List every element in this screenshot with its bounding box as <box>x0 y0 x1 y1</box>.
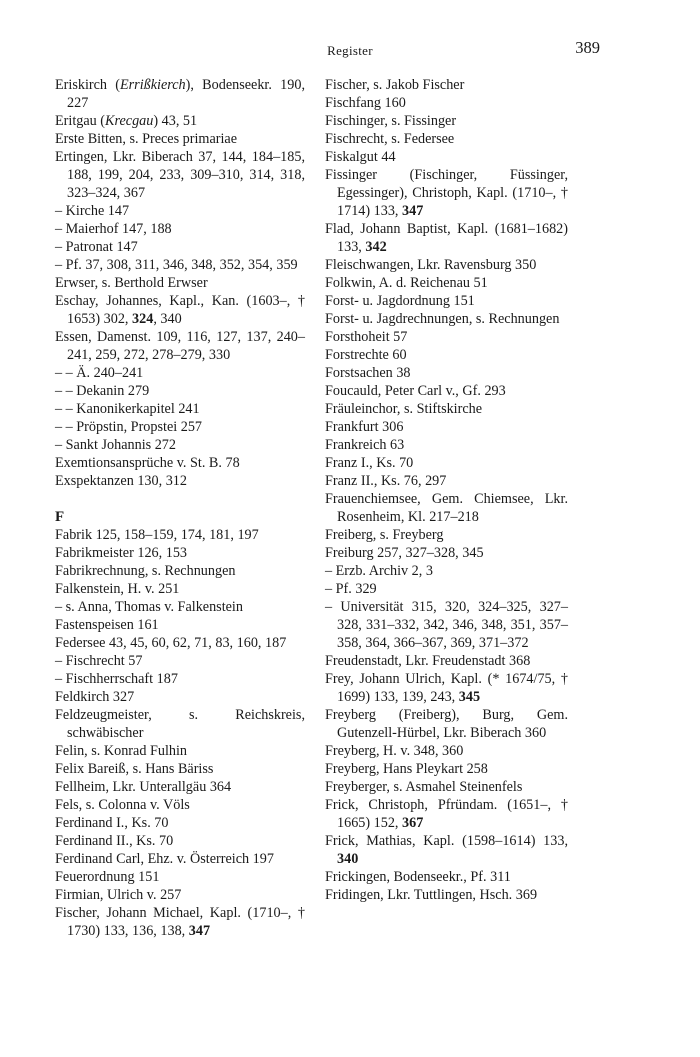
entry-text: – Erzb. Archiv 2, 3 <box>325 563 433 579</box>
index-entry <box>325 742 568 760</box>
entry-text: Felix Bareiß, s. Hans Bäriss <box>55 761 214 777</box>
index-entry <box>325 526 568 544</box>
index-entry <box>325 292 568 310</box>
entry-text: Erste Bitten, s. Preces primariae <box>55 131 238 147</box>
index-entry <box>55 562 305 580</box>
entry-text: Freyberg, H. v. 348, 360 <box>325 743 464 759</box>
index-entry <box>325 598 568 652</box>
index-entry <box>325 346 568 364</box>
index-entry <box>55 238 305 256</box>
index-entry <box>55 400 305 418</box>
index-entry <box>55 454 305 472</box>
entry-text: Fischfang 160 <box>325 95 406 111</box>
index-entry <box>325 832 568 868</box>
entry-text: – Patronat 147 <box>55 239 138 255</box>
index-column-left <box>55 76 305 940</box>
bold-page-ref: 342 <box>365 239 387 255</box>
index-entry <box>325 562 568 580</box>
index-entry <box>325 490 568 526</box>
index-entry <box>55 544 305 562</box>
index-entry <box>325 130 568 148</box>
index-entry <box>55 130 305 148</box>
index-entry <box>325 364 568 382</box>
entry-text: Federsee 43, 45, 60, 62, 71, 83, 160, 187 <box>55 635 287 651</box>
entry-text: Firmian, Ulrich v. 257 <box>55 887 182 903</box>
index-entry <box>325 868 568 886</box>
entry-text: Fabrik 125, 158–159, 174, 181, 197 <box>55 527 259 543</box>
index-entry <box>325 274 568 292</box>
entry-text: – – Kanonikerkapitel 241 <box>55 401 200 417</box>
index-entry <box>55 634 305 652</box>
index-entry <box>55 598 305 616</box>
index-entry <box>55 274 305 292</box>
entry-text: Ferdinand I., Ks. 70 <box>55 815 169 831</box>
index-entry <box>325 472 568 490</box>
entry-text: Essen, Damenst. 109, 116, 127, 137, 240–241, 259, 272, 278–279, 330 <box>55 329 305 363</box>
entry-text: Flad, Johann Baptist, Kapl. (1681–1682) 133, <box>325 221 568 255</box>
index-entry <box>325 310 568 328</box>
entry-text: Fiskalgut 44 <box>325 149 396 165</box>
entry-text: Freiberg, s. Freyberg <box>325 527 444 543</box>
entry-text: Frickingen, Bodenseekr., Pf. 311 <box>325 869 511 885</box>
entry-text: Freyberg, Hans Pleykart 258 <box>325 761 488 777</box>
index-entry <box>55 616 305 634</box>
index-entry <box>55 382 305 400</box>
index-entry <box>55 436 305 454</box>
bold-page-ref: 340 <box>337 851 359 867</box>
entry-text: Ferdinand II., Ks. 70 <box>55 833 174 849</box>
bold-page-ref: 324 <box>132 311 154 327</box>
entry-text: – Fischherrschaft 187 <box>55 671 178 687</box>
index-entry <box>325 76 568 94</box>
index-entry <box>325 778 568 796</box>
italic-variant: Krecgau <box>105 113 154 129</box>
bold-page-ref: 345 <box>458 689 481 705</box>
entry-text: Fellheim, Lkr. Unterallgäu 364 <box>55 779 232 795</box>
entry-text: Franz II., Ks. 76, 297 <box>325 473 447 489</box>
entry-text: Fischrecht, s. Federsee <box>325 131 455 147</box>
index-entry <box>55 76 305 112</box>
index-entry <box>325 544 568 562</box>
index-entry <box>325 796 568 832</box>
entry-text: Eschay, Johannes, Kapl., Kan. (1603–, † 1653) 302, <box>55 293 305 327</box>
index-entry <box>55 886 305 904</box>
entry-text: Frauenchiemsee, Gem. Chiemsee, Lkr. Rosenheim, Kl. 217–218 <box>325 491 568 525</box>
index-entry <box>325 706 568 742</box>
entry-text: Forst- u. Jagdordnung 151 <box>325 293 475 309</box>
index-entry <box>325 328 568 346</box>
index-entry <box>55 778 305 796</box>
index-entry <box>325 400 568 418</box>
italic-variant: Errißkierch <box>119 77 186 93</box>
index-entry <box>325 382 568 400</box>
entry-text: Eriskirch ( <box>55 77 120 93</box>
running-header: Register <box>327 43 373 58</box>
index-entry <box>55 220 305 238</box>
entry-text: Fischer, s. Jakob Fischer <box>325 77 465 93</box>
entry-text: – Pf. 329 <box>325 581 377 597</box>
entry-text: Feuerordnung 151 <box>55 869 160 885</box>
index-entry <box>55 796 305 814</box>
entry-text: Feldkirch 327 <box>55 689 135 705</box>
index-entry <box>55 580 305 598</box>
index-entry <box>325 454 568 472</box>
entry-text: Erwser, s. Berthold Erwser <box>55 275 208 291</box>
entry-text: Frankfurt 306 <box>325 419 404 435</box>
index-entry <box>55 364 305 382</box>
entry-text: ) 43, 51 <box>153 113 198 129</box>
entry-text: Franz I., Ks. 70 <box>325 455 414 471</box>
entry-text: Ertingen, Lkr. Biberach 37, 144, 184–185, 188, 199, 204, 233, 309–310, 314, 318, 323–324, 367 <box>55 149 305 201</box>
index-entry <box>325 112 568 130</box>
index-entry <box>325 148 568 166</box>
entry-text: Fels, s. Colonna v. Völs <box>55 797 190 813</box>
index-entry <box>55 526 305 544</box>
entry-text: Forstsachen 38 <box>325 365 411 381</box>
entry-text: Falkenstein, H. v. 251 <box>55 581 180 597</box>
index-entry <box>325 580 568 598</box>
index-entry <box>55 760 305 778</box>
index-entry <box>55 688 305 706</box>
entry-text: Fissinger (Fischinger, Füssinger, Egessinger), Christoph, Kapl. (1710–, † 1714) 133, <box>325 167 568 219</box>
entry-text: Fabrikmeister 126, 153 <box>55 545 188 561</box>
index-entry <box>325 652 568 670</box>
entry-text: Folkwin, A. d. Reichenau 51 <box>325 275 488 291</box>
entry-text: Fridingen, Lkr. Tuttlingen, Hsch. 369 <box>325 887 538 903</box>
entry-text: ), Bodenseekr. 190, 227 <box>67 77 305 111</box>
entry-text: – – Dekanin 279 <box>55 383 150 399</box>
entry-text: Frick, Christoph, Pfründam. (1651–, † 1665) 152, <box>325 797 568 831</box>
entry-text: Forstrechte 60 <box>325 347 407 363</box>
entry-text: Exspektanzen 130, 312 <box>55 473 187 489</box>
section-letter: F <box>55 509 65 525</box>
entry-text: Frankreich 63 <box>325 437 405 453</box>
entry-text: Eritgau ( <box>55 113 106 129</box>
entry-text: – Universität 315, 320, 324–325, 327–328, 331–332, 342, 346, 348, 351, 357–358, 364, 366–367, 369, 371–372 <box>325 599 568 651</box>
entry-text: – – Pröpstin, Propstei 257 <box>55 419 203 435</box>
entry-text: Freyberger, s. Asmahel Steinenfels <box>325 779 523 795</box>
index-entry <box>325 670 568 706</box>
entry-text: Frey, Johann Ulrich, Kapl. (* 1674/75, † 1699) 133, 139, 243, <box>325 671 568 705</box>
entry-text: Felin, s. Konrad Fulhin <box>55 743 188 759</box>
entry-text: Fabrikrechnung, s. Rechnungen <box>55 563 236 579</box>
entry-text: Forst- u. Jagdrechnungen, s. Rechnungen <box>325 311 560 327</box>
entry-text: Freyberg (Freiberg), Burg, Gem. Gutenzell-Hürbel, Lkr. Biberach 360 <box>325 707 568 741</box>
entry-text: Foucauld, Peter Carl v., Gf. 293 <box>325 383 506 399</box>
page-number: 389 <box>575 38 600 57</box>
index-entry <box>325 418 568 436</box>
index-entry <box>55 814 305 832</box>
bold-page-ref: 347 <box>402 203 424 219</box>
index-column-right <box>325 76 568 904</box>
index-entry <box>55 832 305 850</box>
entry-text: Exemtionsansprüche v. St. B. 78 <box>55 455 240 471</box>
index-entry <box>55 328 305 364</box>
entry-text: – Maierhof 147, 188 <box>55 221 172 237</box>
index-entry <box>55 202 305 220</box>
index-entry <box>325 436 568 454</box>
index-entry <box>55 706 305 742</box>
entry-text: Fräuleinchor, s. Stiftskirche <box>325 401 483 417</box>
bold-page-ref: 347 <box>188 923 211 939</box>
entry-text: Ferdinand Carl, Ehz. v. Österreich 197 <box>55 851 274 867</box>
entry-text: Fischer, Johann Michael, Kapl. (1710–, † 1730) 133, 136, 138, <box>55 905 305 939</box>
entry-text: – s. Anna, Thomas v. Falkenstein <box>55 599 243 615</box>
entry-text: Freiburg 257, 327–328, 345 <box>325 545 484 561</box>
entry-text: Forsthoheit 57 <box>325 329 408 345</box>
index-entry <box>55 742 305 760</box>
entry-text: Frick, Mathias, Kapl. (1598–1614) 133, <box>325 833 568 849</box>
index-entry <box>55 652 305 670</box>
index-entry <box>55 148 305 202</box>
entry-text: Fastenspeisen 161 <box>55 617 159 633</box>
entry-text: Freudenstadt, Lkr. Freudenstadt 368 <box>325 653 531 669</box>
index-entry <box>325 94 568 112</box>
entry-text: – Fischrecht 57 <box>55 653 143 669</box>
index-entry <box>55 868 305 886</box>
entry-text: – Sankt Johannis 272 <box>55 437 176 453</box>
index-entry <box>55 418 305 436</box>
entry-text: – – Ä. 240–241 <box>55 365 144 381</box>
index-entry <box>55 472 305 490</box>
entry-text: Fischinger, s. Fissinger <box>325 113 457 129</box>
bold-page-ref: 367 <box>402 815 424 831</box>
index-entry <box>325 220 568 256</box>
index-entry <box>325 256 568 274</box>
index-entry <box>325 886 568 904</box>
index-entry <box>55 904 305 940</box>
entry-text: Fleischwangen, Lkr. Ravensburg 350 <box>325 257 537 273</box>
entry-text: , 340 <box>153 311 182 327</box>
index-entry <box>55 112 305 130</box>
entry-text: – Kirche 147 <box>55 203 130 219</box>
index-entry <box>55 292 305 328</box>
index-entry <box>325 166 568 220</box>
entry-text: – Pf. 37, 308, 311, 346, 348, 352, 354, 359 <box>55 257 298 273</box>
index-entry <box>55 850 305 868</box>
index-entry <box>55 670 305 688</box>
index-entry <box>55 256 305 274</box>
index-entry <box>325 760 568 778</box>
entry-text: Feldzeugmeister, s. Reichskreis, schwäbischer <box>55 707 305 741</box>
